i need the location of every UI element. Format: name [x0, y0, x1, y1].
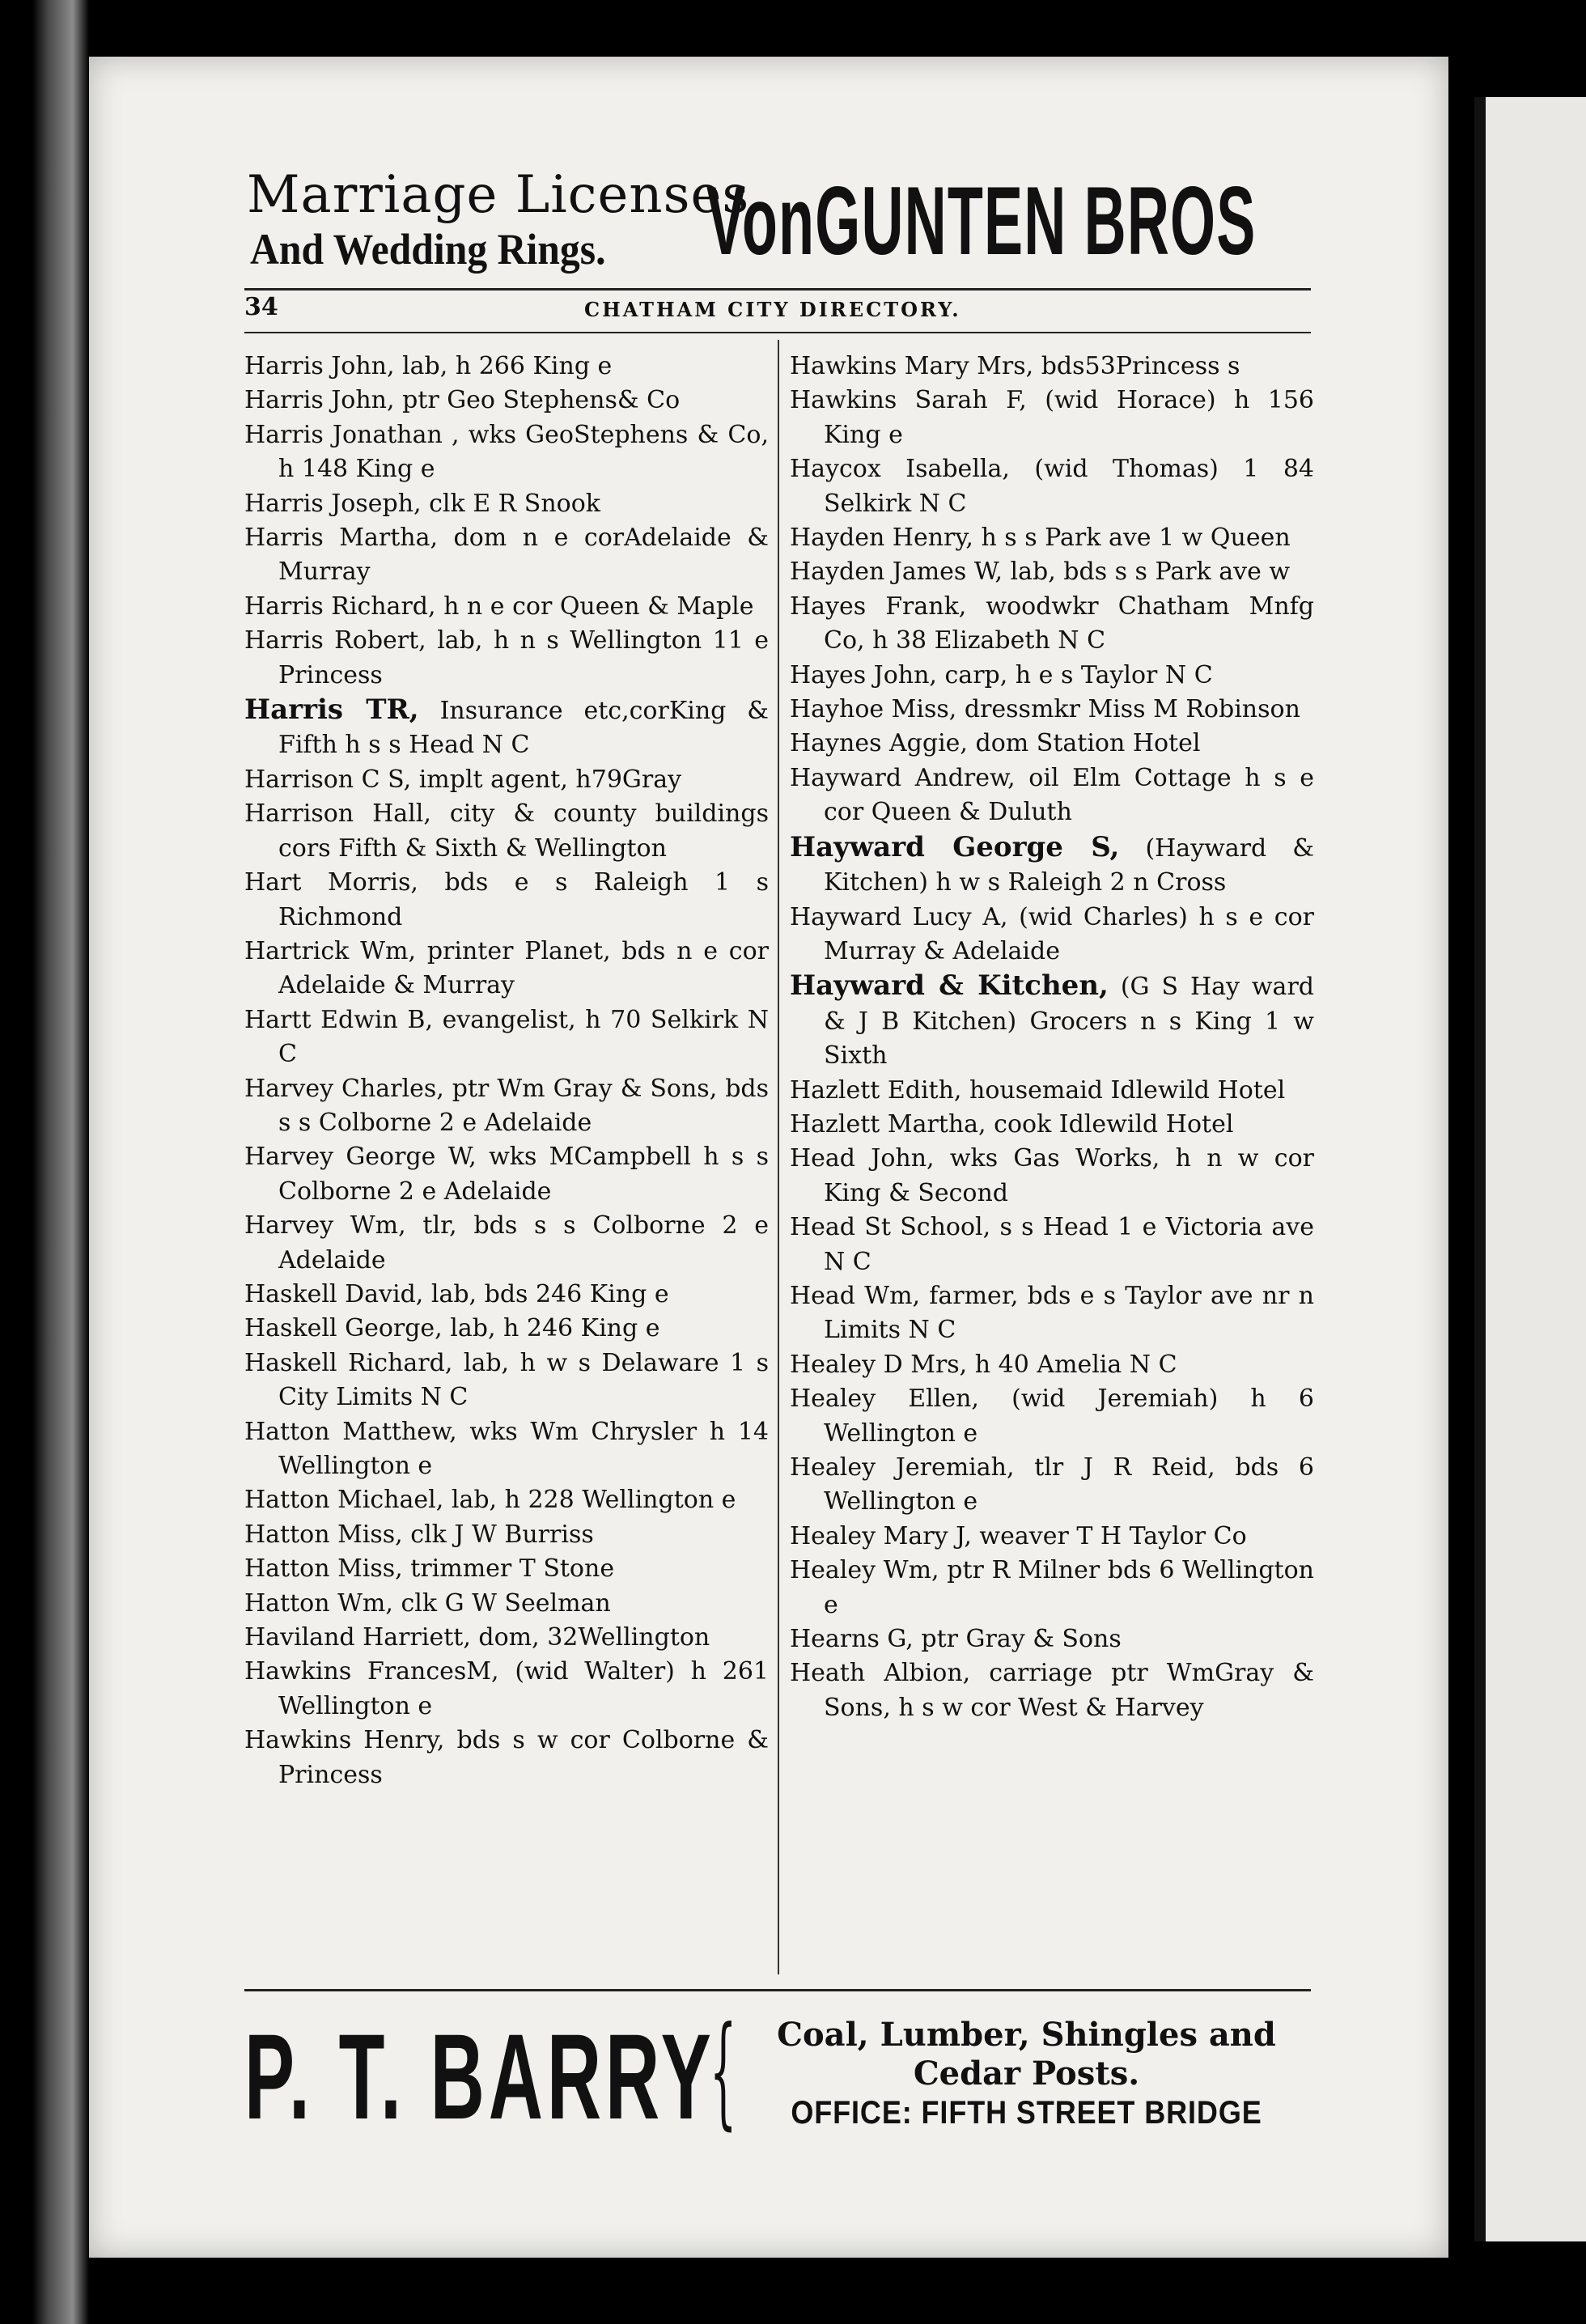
- entry-details: (wid Horace) h 156 King e: [824, 386, 1314, 449]
- directory-entry: [790, 1108, 1314, 1142]
- adjacent-page-edge: [1474, 97, 1586, 2241]
- entry-details: tlr J R Reid, bds 6 Wellington e: [824, 1453, 1314, 1516]
- entry-name: Harris John,: [244, 386, 395, 415]
- entry-details: bds e s Raleigh 1 s Richmond: [278, 868, 769, 931]
- entry-details: (wid Walter) h 261 Wellington e: [278, 1657, 769, 1720]
- directory-entry: [790, 1211, 1314, 1279]
- entry-details: weaver T H Taylor Co: [979, 1521, 1247, 1550]
- entry-details: dom, 32Wellington: [478, 1623, 710, 1652]
- entry-name: Head John,: [790, 1144, 935, 1173]
- directory-entry: [790, 1656, 1314, 1725]
- entry-details: bds s w cor Colborne & Princess: [278, 1726, 769, 1789]
- entry-name: Hayward George S,: [790, 830, 1120, 863]
- entry-details: lab, h n s Wellington 11 e Princess: [278, 626, 770, 689]
- entry-details: wks GeoStephens & Co, h 148 King e: [278, 420, 769, 484]
- directory-entry: [790, 830, 1314, 901]
- brace-glyph: {: [710, 2001, 737, 2142]
- directory-entry: [244, 1587, 769, 1621]
- entry-details: implt agent, h79Gray: [418, 765, 682, 794]
- running-head: [244, 293, 1311, 327]
- entry-name: Hatton Wm,: [244, 1588, 393, 1618]
- entry-details: (wid Thomas) 1 84 Selkirk N C: [824, 455, 1314, 518]
- header-ad-left: [247, 165, 750, 274]
- entry-name: Heath Albion,: [790, 1659, 971, 1688]
- footer-ad-line1: Coal, Lumber, Shingles and: [777, 2016, 1276, 2054]
- entry-name: Hayes John,: [790, 660, 937, 689]
- entry-details: trimmer T Stone: [410, 1554, 615, 1584]
- entry-details: (wid Charles) h s e cor Murray & Adelaide: [824, 902, 1314, 965]
- directory-entry: [244, 1140, 769, 1209]
- footer-ad-line2: Cedar Posts.: [913, 2055, 1140, 2093]
- entry-details: carp, h e s Taylor N C: [944, 660, 1213, 689]
- directory-entry: [244, 1072, 769, 1141]
- entry-details: farmer, bds e s Taylor ave nr n Limits N C: [824, 1281, 1314, 1345]
- directory-entry: [244, 1312, 769, 1346]
- directory-entry: [790, 1382, 1314, 1451]
- directory-entry: [790, 1622, 1314, 1656]
- entry-details: wks Wm Chrysler h 14 Wellington e: [278, 1417, 769, 1480]
- entry-details: clk E R Snook: [429, 489, 600, 518]
- entry-name: Head St School,: [790, 1213, 991, 1242]
- entry-details: wks MCampbell h s s Colborne 2 e Adelaide: [278, 1143, 769, 1206]
- directory-entry: [790, 1074, 1314, 1108]
- directory-entry: [244, 350, 769, 384]
- entry-name: Hatton Miss,: [244, 1520, 403, 1549]
- left-column: [244, 350, 769, 1792]
- footer-advertisement: [244, 1995, 1311, 2148]
- entry-details: h n e cor Queen & Maple: [443, 592, 754, 621]
- entry-name: Hayes Frank,: [790, 592, 967, 621]
- entry-details: lab, bds 246 King e: [430, 1279, 669, 1308]
- header-advertisement: [154, 166, 1311, 287]
- entry-details: ptr Geo Stephens& Co: [402, 386, 681, 415]
- directory-entry: [244, 935, 769, 1003]
- entry-details: lab, bds s s Park ave w: [1010, 558, 1291, 587]
- entry-name: Hearns G,: [790, 1625, 914, 1654]
- entry-name: Healey D Mrs,: [790, 1350, 968, 1379]
- entry-name: Harris Martha,: [244, 524, 438, 553]
- entry-name: Harris Robert,: [244, 626, 426, 655]
- entry-details: printer Planet, bds n e cor Adelaide & Murray: [278, 936, 769, 1000]
- entry-details: ptr R Milner bds 6 Wellington e: [824, 1556, 1314, 1619]
- entry-name: Hayden James W,: [790, 558, 1003, 587]
- entry-name: Harvey Charles,: [244, 1074, 444, 1103]
- entry-name: Harris John,: [244, 352, 395, 380]
- entry-name: Hawkins Mary Mrs,: [790, 352, 1034, 380]
- entry-details: ptr Gray & Sons: [921, 1625, 1122, 1654]
- entry-name: Healey Ellen,: [790, 1385, 979, 1414]
- entry-name: Harrison C S,: [244, 765, 412, 794]
- entry-name: Harrison Hall,: [244, 799, 431, 829]
- directory-entry: [244, 521, 769, 590]
- directory-entry: [790, 1451, 1314, 1520]
- footer-ad-line3: OFFICE: FIFTH STREET BRIDGE: [791, 2095, 1262, 2131]
- entry-name: Harris Joseph,: [244, 489, 422, 518]
- entry-name: Hazlett Martha,: [790, 1109, 986, 1139]
- entry-details: cook Idlewild Hotel: [994, 1109, 1234, 1139]
- directory-entry: [790, 693, 1314, 727]
- entry-name: Hayward & Kitchen,: [790, 969, 1109, 1003]
- directory-entry: [244, 1621, 769, 1655]
- entry-name: Hazlett Edith,: [790, 1075, 962, 1105]
- entry-details: h 40 Amelia N C: [974, 1350, 1177, 1379]
- entry-name: Haskell Richard,: [244, 1348, 453, 1377]
- directory-entry: [790, 350, 1314, 384]
- directory-entry: [790, 1142, 1314, 1211]
- entry-name: Hartt Edwin B,: [244, 1005, 433, 1034]
- directory-entry: [790, 1348, 1314, 1382]
- entry-name: Haskell David,: [244, 1279, 424, 1308]
- entry-name: Hatton Michael,: [244, 1486, 444, 1515]
- directory-entry: [244, 1278, 769, 1312]
- entry-details: (G S Hay ward & J B Kitchen) Grocers n s King 1 w Sixth: [824, 973, 1314, 1071]
- entry-name: Harvey Wm,: [244, 1211, 406, 1240]
- directory-entry: [244, 384, 769, 418]
- entry-details: h s s Park ave 1 w Queen: [981, 524, 1291, 553]
- directory-entry: [790, 521, 1314, 555]
- directory-title: CHATHAM CITY DIRECTORY.: [584, 298, 961, 321]
- entry-name: Hartrick Wm,: [244, 936, 417, 965]
- entry-name: Hawkins Henry,: [244, 1726, 445, 1755]
- header-ad-line2: And Wedding Rings.: [250, 225, 606, 274]
- column-divider: [778, 340, 779, 1974]
- entry-details: carriage ptr WmGray & Sons, h s w cor West & Harvey: [824, 1659, 1314, 1722]
- page-number: 34: [244, 293, 278, 321]
- directory-entry: [244, 1415, 769, 1484]
- entry-details: (wid Jeremiah) h 6 Wellington e: [824, 1385, 1314, 1448]
- directory-entry: [244, 763, 769, 797]
- entry-name: Hatton Matthew,: [244, 1417, 457, 1446]
- entry-name: Hart Morris,: [244, 868, 418, 897]
- directory-entry: [790, 1520, 1314, 1554]
- entry-name: Haskell George,: [244, 1314, 443, 1343]
- footer-rule: [244, 1989, 1311, 1991]
- entry-name: Hatton Miss,: [244, 1554, 403, 1584]
- directory-entry: [244, 1655, 769, 1724]
- directory-entry: [790, 384, 1314, 452]
- entry-details: lab, h 266 King e: [402, 352, 613, 380]
- directory-entry: [790, 727, 1314, 761]
- running-head-rule: [244, 332, 1311, 333]
- entry-name: Healey Wm,: [790, 1556, 939, 1585]
- entry-details: wks Gas Works, h n w cor King & Second: [824, 1144, 1314, 1207]
- directory-entry: [790, 761, 1314, 830]
- entry-name: Hayden Henry,: [790, 524, 973, 553]
- header-ad-company: VonGUNTEN BROS: [706, 167, 1257, 275]
- entry-details: Insurance etc,corKing & Fifth h s s Head N C: [278, 697, 769, 760]
- header-ad-line1: Marriage Licenses: [247, 165, 750, 225]
- directory-entry: [244, 1518, 769, 1552]
- directory-entry: [790, 1279, 1314, 1348]
- entry-name: Hawkins Sarah F,: [790, 386, 1027, 415]
- entry-name: Haynes Aggie,: [790, 729, 968, 758]
- directory-entry: [244, 866, 769, 935]
- directory-entry: [244, 797, 769, 866]
- footer-ad-name: P. T. BARRY: [244, 2008, 715, 2144]
- directory-entry: [244, 1552, 769, 1586]
- directory-entry: [790, 590, 1314, 659]
- directory-entry: [790, 452, 1314, 521]
- entry-name: Hayward Lucy A,: [790, 902, 1008, 931]
- entry-details: tlr, bds s s Colborne 2 e Adelaide: [278, 1211, 769, 1274]
- entry-details: bds53Princess s: [1041, 352, 1240, 380]
- right-column: [790, 350, 1314, 1725]
- entry-details: ptr Wm Gray & Sons, bds s s Colborne 2 e Adelaide: [278, 1074, 769, 1137]
- entry-name: Hayhoe Miss,: [790, 695, 957, 724]
- entry-details: oil Elm Cottage h s e cor Queen & Duluth: [824, 763, 1314, 827]
- directory-entry: [244, 1346, 769, 1415]
- entry-name: Healey Jeremiah,: [790, 1453, 1015, 1482]
- directory-entry: [244, 693, 769, 763]
- scan-border-left: [0, 0, 89, 2324]
- entry-name: Head Wm,: [790, 1281, 921, 1310]
- entry-name: Hawkins FrancesM,: [244, 1657, 499, 1686]
- entry-details: lab, h w s Delaware 1 s City Limits N C: [278, 1348, 769, 1412]
- directory-entry: [790, 901, 1314, 969]
- directory-entry: [244, 1724, 769, 1792]
- entry-name: Healey Mary J,: [790, 1521, 972, 1550]
- entry-name: Harris TR,: [244, 693, 419, 727]
- directory-entry: [244, 590, 769, 624]
- directory-entry: [790, 659, 1314, 693]
- directory-entry: [244, 1483, 769, 1517]
- entry-details: city & county buildings cors Fifth & Sixth & Wellington: [278, 799, 769, 863]
- book-spine: [1474, 97, 1486, 2241]
- directory-entry: [790, 1554, 1314, 1622]
- directory-entry: [244, 418, 769, 487]
- entry-name: Harris Richard,: [244, 592, 436, 621]
- entry-details: (Hayward & Kitchen) h w s Raleigh 2 n Cross: [824, 833, 1314, 897]
- directory-entry: [790, 555, 1314, 589]
- entry-details: housemaid Idlewild Hotel: [969, 1075, 1286, 1105]
- directory-entry: [244, 1209, 769, 1278]
- directory-entry: [790, 969, 1314, 1073]
- directory-entry: [244, 487, 769, 521]
- entry-details: clk J W Burriss: [410, 1520, 594, 1549]
- entry-name: Harvey George W,: [244, 1143, 477, 1172]
- entry-name: Haviland Harriett,: [244, 1623, 471, 1652]
- entry-details: s s Head 1 e Victoria ave N C: [824, 1213, 1314, 1276]
- header-rule: [244, 288, 1311, 290]
- entry-details: dom n e corAdelaide & Murray: [278, 524, 769, 587]
- entry-details: dressmkr Miss M Robinson: [964, 695, 1300, 724]
- entry-details: lab, h 246 King e: [450, 1314, 660, 1343]
- entry-details: clk G W Seelman: [401, 1588, 611, 1618]
- directory-entry: [244, 624, 769, 693]
- entry-details: lab, h 228 Wellington e: [451, 1486, 736, 1515]
- entry-name: Hayward Andrew,: [790, 763, 1016, 792]
- directory-entry: [244, 1003, 769, 1072]
- entry-details: woodwkr Chatham Mnfg Co, h 38 Elizabeth N C: [824, 592, 1314, 655]
- entry-name: Harris Jonathan ,: [244, 420, 460, 449]
- entry-details: evangelist, h 70 Selkirk N C: [278, 1005, 769, 1069]
- entry-details: dom Station Hotel: [975, 729, 1201, 758]
- footer-ad-lines: [742, 2016, 1311, 2132]
- entry-name: Haycox Isabella,: [790, 455, 1010, 484]
